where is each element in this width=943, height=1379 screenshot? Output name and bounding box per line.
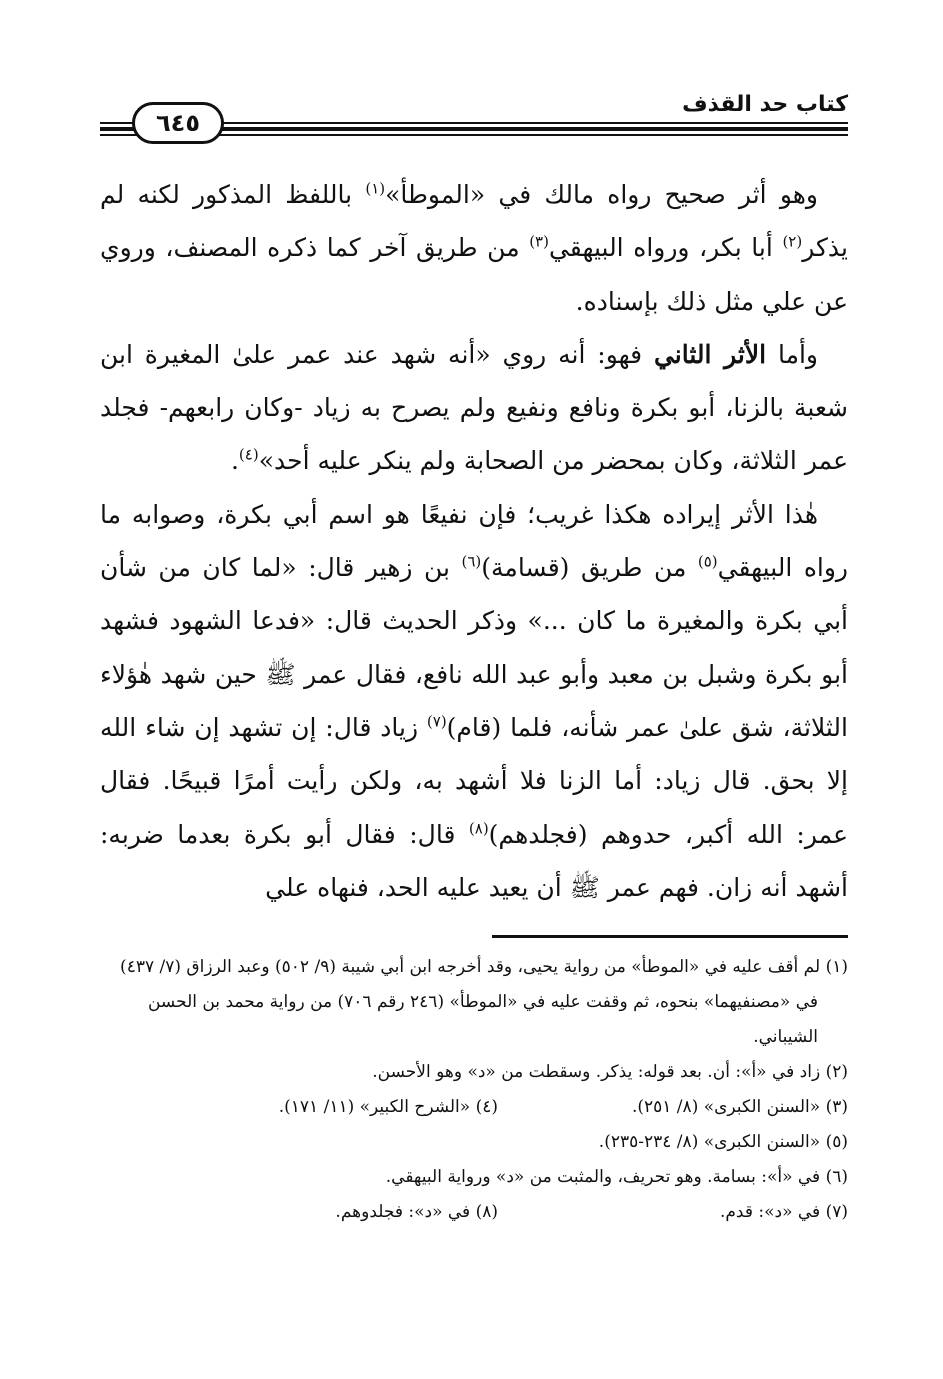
text-run: زياد قال: إن تشهد إن شاء الله إلا بحق. قال زياد: أما الزنا فلا أشهد به، ولكن رأيت أمرًا قبيحًا. فقال عمر: الله أكبر، حدوهم (فجلدهم) bbox=[100, 712, 848, 849]
text-run: من طريق (قسامة) bbox=[481, 553, 698, 583]
footnote-ref: (٣) bbox=[529, 232, 549, 251]
text-run: هٰذا الأثر إيراده هكذا غريب؛ فإن نفيعًا هو اسم أبي بكرة، وصوابه ما رواه البيهقي bbox=[100, 499, 849, 583]
text-run: فهو: أنه روي «أنه شهد عند عمر علىٰ المغيرة ابن شعبة بالزنا، أبو بكرة ونافع ونفيع ولم يصرح به زياد -وكان رابعهم- فجلد عمر الثلاثة، وكان بمحضر من الصحابة ولم ينكر عليه أحد» bbox=[100, 339, 848, 476]
footnote-1: (١) لم أقف عليه في «الموطأ» من رواية يحيى، وقد أخرجه ابن أبي شيبة (٩/ ٥٠٢) وعبد الرزاق (٧/ ٤٣٧) في «مصنفيهما» بنحوه، ثم وقفت عليه في «الموطأ» (٢٤٦ رقم ٧٠٦) من رواية محمد بن الحسن الشيباني. bbox=[120, 957, 848, 1047]
footnote-ref: (٤) bbox=[238, 446, 259, 465]
paragraph bbox=[100, 168, 848, 328]
text-run: وهو أثر صحيح رواه مالك في «الموطأ» bbox=[385, 180, 818, 209]
footnote-2: (٢) زاد في «أ»: أن. بعد قوله: يذكر. وسقطت من «د» وهو الأحسن. bbox=[372, 1062, 848, 1082]
footnote-8: (٨) في «د»: فجلدوهم. bbox=[335, 1202, 498, 1222]
footnote-ref: (٦) bbox=[461, 552, 482, 571]
footnotes bbox=[100, 950, 848, 1230]
footnote-3: (٣) «السنن الكبرى» (٨/ ٢٥١). bbox=[631, 1097, 848, 1117]
footnote-6: (٦) في «أ»: بسامة. وهو تحريف، والمثبت من «د» ورواية البيهقي. bbox=[385, 1167, 848, 1187]
text-run: بن زهير قال: «لما كان من شأن أبي بكرة والمغيرة ما كان ...» وذكر الحديث قال: «فدعا الشهود فشهد أبو بكرة وشبل بن معبد وأبو عبد الله نافع، فقال عمر ﷺ حين شهد هٰؤلاء الثلاثة، شق علىٰ عمر شأنه، فلما (قام) bbox=[100, 553, 848, 742]
footnote-4: (٤) «الشرح الكبير» (١١/ ١٧١). bbox=[278, 1097, 498, 1117]
paragraph bbox=[100, 328, 848, 488]
text-run: أبا بكر، ورواه البيهقي bbox=[548, 233, 783, 263]
paragraph bbox=[100, 488, 848, 914]
running-title: كتاب حد القذف bbox=[682, 92, 848, 117]
main-text bbox=[100, 168, 848, 914]
page-number: ٦٤٥ bbox=[132, 102, 224, 144]
footnote-row bbox=[100, 1195, 848, 1230]
footnote-ref: (١) bbox=[365, 179, 386, 198]
footnote-separator bbox=[492, 935, 848, 938]
footnote-row bbox=[100, 1090, 848, 1125]
footnote-ref: (٥) bbox=[697, 552, 718, 571]
page-header bbox=[100, 88, 848, 144]
footnote-ref: (٨) bbox=[468, 819, 489, 838]
bold-term: الأثر الثاني bbox=[653, 339, 767, 369]
footnote-ref: (٢) bbox=[782, 232, 803, 251]
text-run: باللفظ المذكور لكنه لم يذكر bbox=[100, 180, 848, 263]
text-run: قال: فقال أبو بكرة بعدما ضربه: أشهد أنه زان. فهم عمر ﷺ أن يعيد عليه الحد، فنهاه علي bbox=[100, 819, 848, 902]
footnote-7: (٧) في «د»: قدم. bbox=[720, 1202, 848, 1222]
text-run: من طريق آخر كما ذكره المصنف، وروي عن علي مثل ذلك بإسناده. bbox=[100, 233, 848, 316]
text-run: وأما bbox=[766, 339, 818, 369]
footnote-5: (٥) «السنن الكبرى» (٨/ ٢٣٤-٢٣٥). bbox=[598, 1132, 848, 1152]
text-run: . bbox=[230, 446, 239, 476]
footnote-ref: (٧) bbox=[426, 712, 447, 731]
